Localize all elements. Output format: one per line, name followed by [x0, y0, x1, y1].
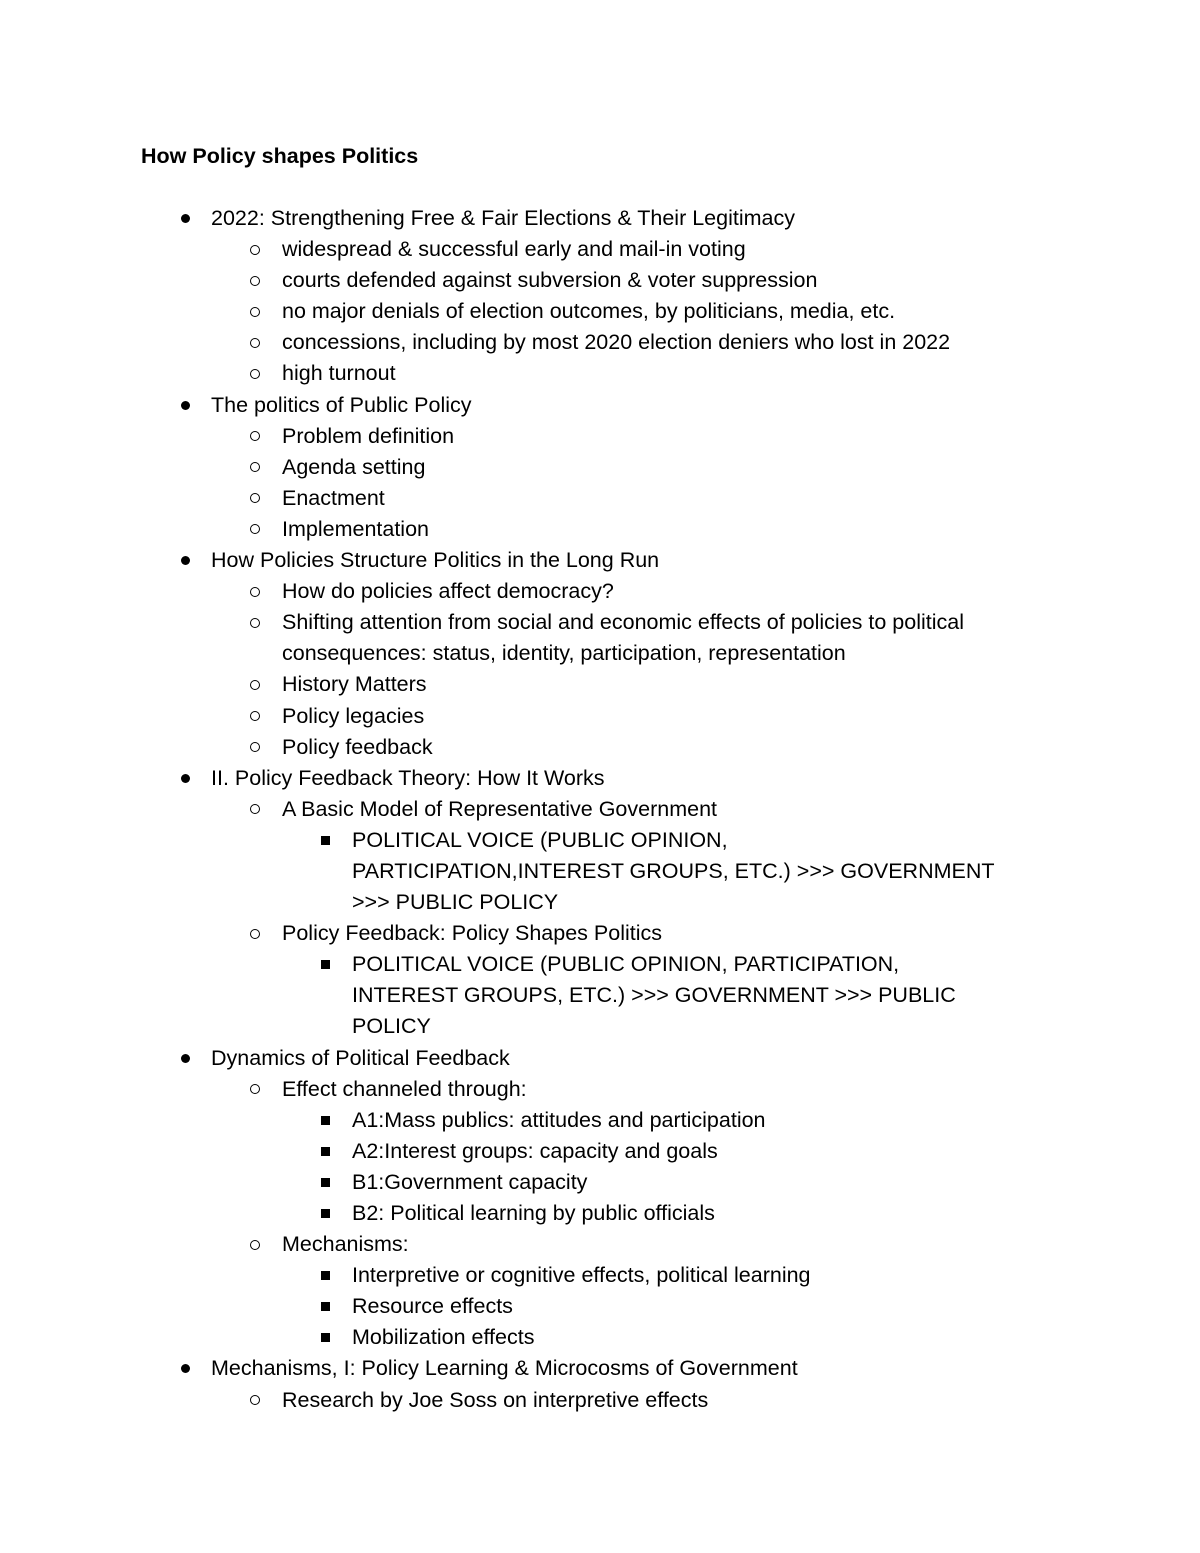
list-item-text-line: 2022: Strengthening Free & Fair Elections & Their Legitimacy — [211, 206, 795, 230]
bullet-shape — [181, 556, 190, 565]
list-item-text-line: INTEREST GROUPS, ETC.) >>> GOVERNMENT >>> PUBLIC — [352, 983, 956, 1008]
bullet-shape — [321, 1333, 330, 1342]
list-item-level-3 — [0, 1291, 1200, 1322]
list-item-level-1 — [0, 1353, 1200, 1384]
list-item-text-line: II. Policy Feedback Theory: How It Works — [211, 765, 605, 790]
list-item-text-line: Problem definition — [282, 423, 455, 448]
bullet-shape — [321, 836, 330, 845]
filled-square-bullet-icon — [316, 1260, 334, 1291]
bullet-shape — [250, 587, 260, 597]
list-item-level-3 — [0, 1136, 1200, 1167]
filled-square-bullet-icon — [316, 1198, 334, 1229]
list-item-text-line: Mechanisms: — [282, 1232, 409, 1257]
hollow-circle-bullet-icon — [246, 265, 264, 296]
hollow-circle-bullet-icon — [246, 514, 264, 545]
list-item-text-line: History Matters — [282, 672, 427, 697]
list-item-text-line: concessions, including by most 2020 election deniers who lost in 2022 — [282, 330, 951, 355]
list-item-level-2 — [0, 576, 1200, 607]
filled-disc-bullet-icon — [176, 390, 194, 421]
list-item-level-2 — [0, 327, 1200, 358]
list-item-level-2 — [0, 296, 1200, 327]
list-item-level-3 — [0, 1167, 1200, 1198]
hollow-circle-bullet-icon — [246, 234, 264, 265]
list-item-level-2 — [0, 265, 1200, 296]
list-item-text-line: PARTICIPATION,INTEREST GROUPS, ETC.) >>> GOVERNMENT — [352, 858, 995, 883]
bullet-shape — [250, 804, 260, 814]
list-item-level-2 — [0, 358, 1200, 389]
hollow-circle-bullet-icon — [246, 1385, 264, 1416]
list-item-text-line: Agenda setting — [282, 454, 426, 479]
hollow-circle-bullet-icon — [246, 483, 264, 514]
bullet-shape — [250, 369, 260, 379]
filled-square-bullet-icon — [316, 1105, 334, 1136]
hollow-circle-bullet-icon — [246, 918, 264, 949]
bullet-shape — [250, 524, 260, 534]
bullet-shape — [181, 401, 190, 410]
list-item-text-line: B2: Political learning by public officials — [352, 1201, 715, 1225]
list-item-text-line: Policy Feedback: Policy Shapes Politics — [282, 921, 663, 946]
list-item-level-2 — [0, 483, 1200, 514]
list-item-level-2 — [0, 918, 1200, 949]
list-item-level-2 — [0, 1229, 1200, 1260]
hollow-circle-bullet-icon — [246, 452, 264, 483]
bullet-shape — [250, 711, 260, 721]
list-item-text-line: no major denials of election outcomes, by politicians, media, etc. — [282, 299, 896, 324]
hollow-circle-bullet-icon — [246, 1229, 264, 1260]
filled-disc-bullet-icon — [176, 545, 194, 576]
hollow-circle-bullet-icon — [246, 327, 264, 358]
list-item-text-line: Policy legacies — [282, 703, 425, 728]
bullet-shape — [250, 929, 260, 939]
list-item-text-line: How do policies affect democracy? — [282, 579, 614, 604]
list-item-text-line: consequences: status, identity, participation, representation — [282, 641, 846, 666]
filled-disc-bullet-icon — [176, 1043, 194, 1074]
bullet-shape — [321, 960, 330, 969]
list-item-text-line: high turnout — [282, 361, 396, 386]
filled-square-bullet-icon — [316, 825, 334, 856]
bullet-shape — [250, 1240, 260, 1250]
filled-disc-bullet-icon — [176, 1353, 194, 1384]
list-item-level-3 — [0, 1322, 1200, 1353]
bullet-shape — [250, 431, 260, 441]
list-item-level-3 — [0, 1260, 1200, 1291]
bullet-shape — [181, 1364, 190, 1373]
hollow-circle-bullet-icon — [246, 358, 264, 389]
filled-square-bullet-icon — [316, 1291, 334, 1322]
list-item-level-1 — [0, 545, 1200, 576]
list-item-text-line: Shifting attention from social and economic effects of policies to political — [282, 610, 964, 635]
list-item-text-line: Dynamics of Political Feedback — [211, 1045, 510, 1070]
bullet-shape — [250, 742, 260, 752]
list-item-level-2 — [0, 514, 1200, 545]
bullet-shape — [250, 1084, 260, 1094]
filled-square-bullet-icon — [316, 1322, 334, 1353]
bullet-shape — [250, 618, 260, 628]
list-item-text-line: How Policies Structure Politics in the Long Run — [211, 548, 660, 573]
hollow-circle-bullet-icon — [246, 296, 264, 327]
hollow-circle-bullet-icon — [246, 669, 264, 700]
list-item-text-line: B1:Government capacity — [352, 1169, 588, 1194]
list-item-text-line: Mechanisms, I: Policy Learning & Microcosms of Government — [211, 1356, 798, 1381]
filled-disc-bullet-icon — [176, 763, 194, 794]
list-item-text-line: A1:Mass publics: attitudes and participation — [352, 1107, 766, 1132]
bullet-outline — [0, 203, 1200, 1416]
bullet-shape — [250, 307, 260, 317]
list-item-text-line: Policy feedback — [282, 734, 433, 759]
hollow-circle-bullet-icon — [246, 607, 264, 638]
list-item-text-line: Interpretive or cognitive effects, political learning — [352, 1263, 811, 1288]
list-item-level-3 — [0, 825, 1200, 918]
list-item-text-line: Mobilization effects — [352, 1325, 535, 1350]
hollow-circle-bullet-icon — [246, 1074, 264, 1105]
list-item-level-1 — [0, 390, 1200, 421]
list-item-text-line: A Basic Model of Representative Government — [282, 796, 717, 821]
list-item-text-line: POLITICAL VOICE (PUBLIC OPINION, PARTICIPATION, — [352, 952, 900, 977]
list-item-level-3 — [0, 949, 1200, 1042]
list-item-text-line: widespread & successful early and mail-in voting — [282, 237, 746, 262]
list-item-text-line: >>> PUBLIC POLICY — [352, 890, 559, 915]
hollow-circle-bullet-icon — [246, 732, 264, 763]
hollow-circle-bullet-icon — [246, 794, 264, 825]
list-item-level-1 — [0, 763, 1200, 794]
filled-disc-bullet-icon — [176, 203, 194, 234]
bullet-shape — [181, 214, 190, 223]
list-item-level-1 — [0, 203, 1200, 234]
list-item-level-2 — [0, 669, 1200, 700]
list-item-level-2 — [0, 1385, 1200, 1416]
hollow-circle-bullet-icon — [246, 576, 264, 607]
list-item-level-2 — [0, 1074, 1200, 1105]
list-item-level-3 — [0, 1105, 1200, 1136]
list-item-level-3 — [0, 1198, 1200, 1229]
list-item-text-line: POLITICAL VOICE (PUBLIC OPINION, — [352, 827, 728, 852]
list-item-level-2 — [0, 701, 1200, 732]
bullet-shape — [181, 1054, 190, 1063]
list-item-level-2 — [0, 607, 1200, 669]
list-item-level-2 — [0, 234, 1200, 265]
bullet-shape — [321, 1178, 330, 1187]
bullet-shape — [250, 493, 260, 503]
list-item-level-1 — [0, 1043, 1200, 1074]
filled-square-bullet-icon — [316, 949, 334, 980]
list-item-level-2 — [0, 421, 1200, 452]
bullet-shape — [250, 245, 260, 255]
filled-square-bullet-icon — [316, 1167, 334, 1198]
list-item-text-line: Resource effects — [352, 1294, 513, 1319]
list-item-text-line: Enactment — [282, 485, 385, 510]
document-title: How Policy shapes Politics — [141, 144, 419, 168]
list-item-level-2 — [0, 794, 1200, 825]
bullet-shape — [250, 680, 260, 690]
filled-square-bullet-icon — [316, 1136, 334, 1167]
list-item-text-line: courts defended against subversion & voter suppression — [282, 268, 818, 293]
bullet-shape — [321, 1271, 330, 1280]
bullet-shape — [250, 338, 260, 348]
list-item-text-line: The politics of Public Policy — [211, 392, 472, 417]
list-item-text-line: Research by Joe Soss on interpretive effects — [282, 1387, 709, 1412]
hollow-circle-bullet-icon — [246, 701, 264, 732]
list-item-text-line: Implementation — [282, 516, 429, 541]
list-item-text-line: Effect channeled through: — [282, 1076, 527, 1101]
bullet-shape — [181, 774, 190, 783]
hollow-circle-bullet-icon — [246, 421, 264, 452]
list-item-text-line: POLICY — [352, 1014, 431, 1039]
bullet-shape — [250, 462, 260, 472]
bullet-shape — [321, 1147, 330, 1156]
list-item-level-2 — [0, 732, 1200, 763]
bullet-shape — [321, 1209, 330, 1218]
list-item-level-2 — [0, 452, 1200, 483]
bullet-shape — [250, 1395, 260, 1405]
list-item-text-line: A2:Interest groups: capacity and goals — [352, 1138, 718, 1163]
bullet-shape — [321, 1116, 330, 1125]
bullet-shape — [250, 276, 260, 286]
bullet-shape — [321, 1302, 330, 1311]
